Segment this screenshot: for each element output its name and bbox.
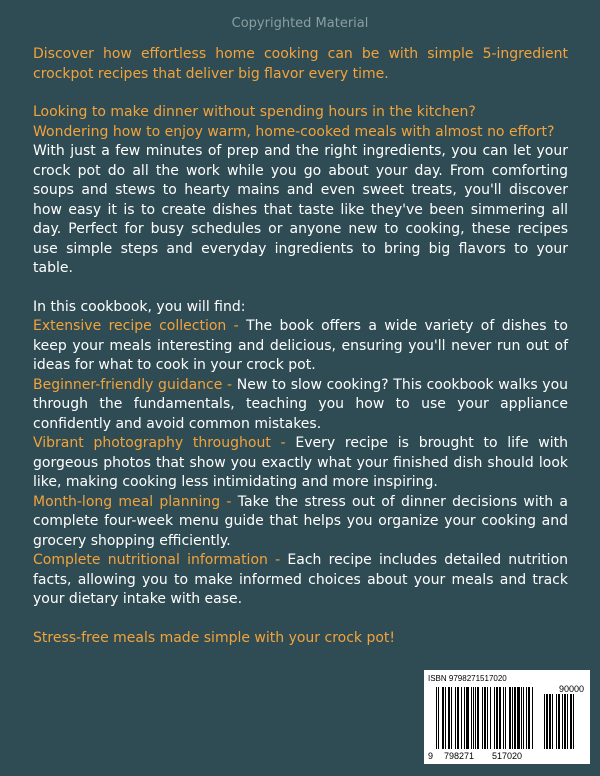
barcode-bar xyxy=(494,687,495,749)
barcode-bar xyxy=(464,687,465,749)
feature-text: Every recipe is brought to life with gorgeous photos that show you exactly what your finished dish should look like, making cooking less intimidating and more inspiring. xyxy=(33,435,569,490)
barcode-bar xyxy=(477,687,479,749)
price-code: 90000 xyxy=(558,684,584,694)
barcode-digit-group: 9 xyxy=(428,751,434,761)
barcode-bar xyxy=(567,694,568,749)
barcode-bar xyxy=(448,687,450,749)
barcode-bar xyxy=(532,687,533,749)
isbn-barcode xyxy=(424,670,590,764)
barcode-bar xyxy=(573,694,574,749)
barcode-bar xyxy=(514,687,516,749)
feature-text: The book offers a wide variety of dishes to keep your meals interesting and delicious, ensuring you'll never run out of ideas for what to cook in your crock pot. xyxy=(33,318,568,373)
body-paragraph: With just a few minutes of prep and the right ingredients, you can let your crock pot do all the work while you go about your day. From comforting soups and stews to hearty mains and even sweet treats, you'll discover how easy it is to create dishes that taste like they've been simmering all day. Perfect for busy schedules or anyone new to cooking, these recipes use simple steps and everyday ingredients to bring big flavors to your table. xyxy=(33,143,568,276)
barcode-bar xyxy=(503,687,504,749)
addon-barcode-bars xyxy=(544,694,582,749)
barcode-bar xyxy=(451,687,452,749)
barcode-bar xyxy=(509,687,511,749)
barcode-bar xyxy=(523,687,524,749)
feature-item xyxy=(33,434,568,493)
feature-title: Extensive recipe collection - xyxy=(33,318,239,334)
barcode-bar xyxy=(455,687,456,749)
barcode-bar xyxy=(471,687,472,749)
feature-text: Take the stress out of dinner decisions with a complete four-week menu guide that helps you organize your cooking and grocery shopping efficiently. xyxy=(33,493,568,549)
feature-title: Vibrant photography throughout - xyxy=(33,435,286,451)
barcode-bar xyxy=(564,694,566,749)
closing-line: Stress-free meals made simple with your crock pot! xyxy=(33,629,396,646)
barcode-bar xyxy=(445,687,446,749)
question-1: Looking to make dinner without spending hours in the kitchen? xyxy=(33,104,476,120)
barcode-bar xyxy=(461,687,462,749)
barcode-bar xyxy=(521,687,522,749)
main-barcode-bars xyxy=(436,687,540,749)
barcode-bar xyxy=(473,687,474,749)
barcode-bar xyxy=(544,694,545,749)
back-cover-text xyxy=(33,45,568,648)
barcode-bar xyxy=(505,687,506,749)
barcode-bar xyxy=(570,694,572,749)
feature-text: Each recipe includes detailed nutrition facts, allowing you to make informed choices about your meals and track your dietary intake with ease. xyxy=(33,552,569,607)
copyright-watermark: Copyrighted Material xyxy=(231,16,369,31)
barcode-digit-group: 517020 xyxy=(492,751,523,761)
barcode-bar xyxy=(562,694,563,749)
barcode-bar xyxy=(438,687,439,749)
isbn-label: ISBN 9798271517020 xyxy=(428,674,507,683)
barcode-bar xyxy=(475,687,476,749)
barcode-bar xyxy=(556,694,557,749)
barcode-bar xyxy=(466,687,469,749)
barcode-bar xyxy=(558,694,560,749)
barcode-bar xyxy=(457,687,459,749)
feature-item xyxy=(33,493,568,552)
barcode-bar xyxy=(490,687,491,749)
barcode-bar xyxy=(546,694,548,749)
barcode-bar xyxy=(482,687,483,749)
feature-title: Beginner-friendly guidance - xyxy=(33,376,233,393)
feature-title: Complete nutritional information - xyxy=(33,552,281,568)
barcode-bar xyxy=(517,687,520,749)
barcode-bar xyxy=(484,687,486,749)
feature-item xyxy=(33,376,568,435)
barcode-bar xyxy=(499,687,501,749)
barcode-bar xyxy=(496,687,498,749)
barcode-digit-group: 798271 xyxy=(444,751,475,761)
feature-item xyxy=(33,317,568,376)
barcode-bar xyxy=(526,687,527,749)
question-2: Wondering how to enjoy warm, home-cooked meals with almost no effort? xyxy=(33,123,555,140)
barcode-bar xyxy=(552,694,553,749)
barcode-bar xyxy=(512,687,513,749)
feature-title: Month-long meal planning - xyxy=(33,493,232,510)
barcode-bar xyxy=(549,694,551,749)
barcode-bar xyxy=(442,687,444,749)
barcode-bar xyxy=(487,687,488,749)
feature-item xyxy=(33,551,568,610)
barcode-bar xyxy=(436,687,437,749)
list-intro: In this cookbook, you will find: xyxy=(33,298,246,315)
barcode-bar xyxy=(528,687,530,749)
intro-paragraph: Discover how effortless home cooking can be with simple 5-ingredient crockpot recipes that deliver big flavor every time. xyxy=(33,46,568,82)
feature-text: New to slow cooking? This cookbook walks you through the fundamentals, teaching you how to use your appliance confidently and avoid common mistakes. xyxy=(33,376,569,432)
